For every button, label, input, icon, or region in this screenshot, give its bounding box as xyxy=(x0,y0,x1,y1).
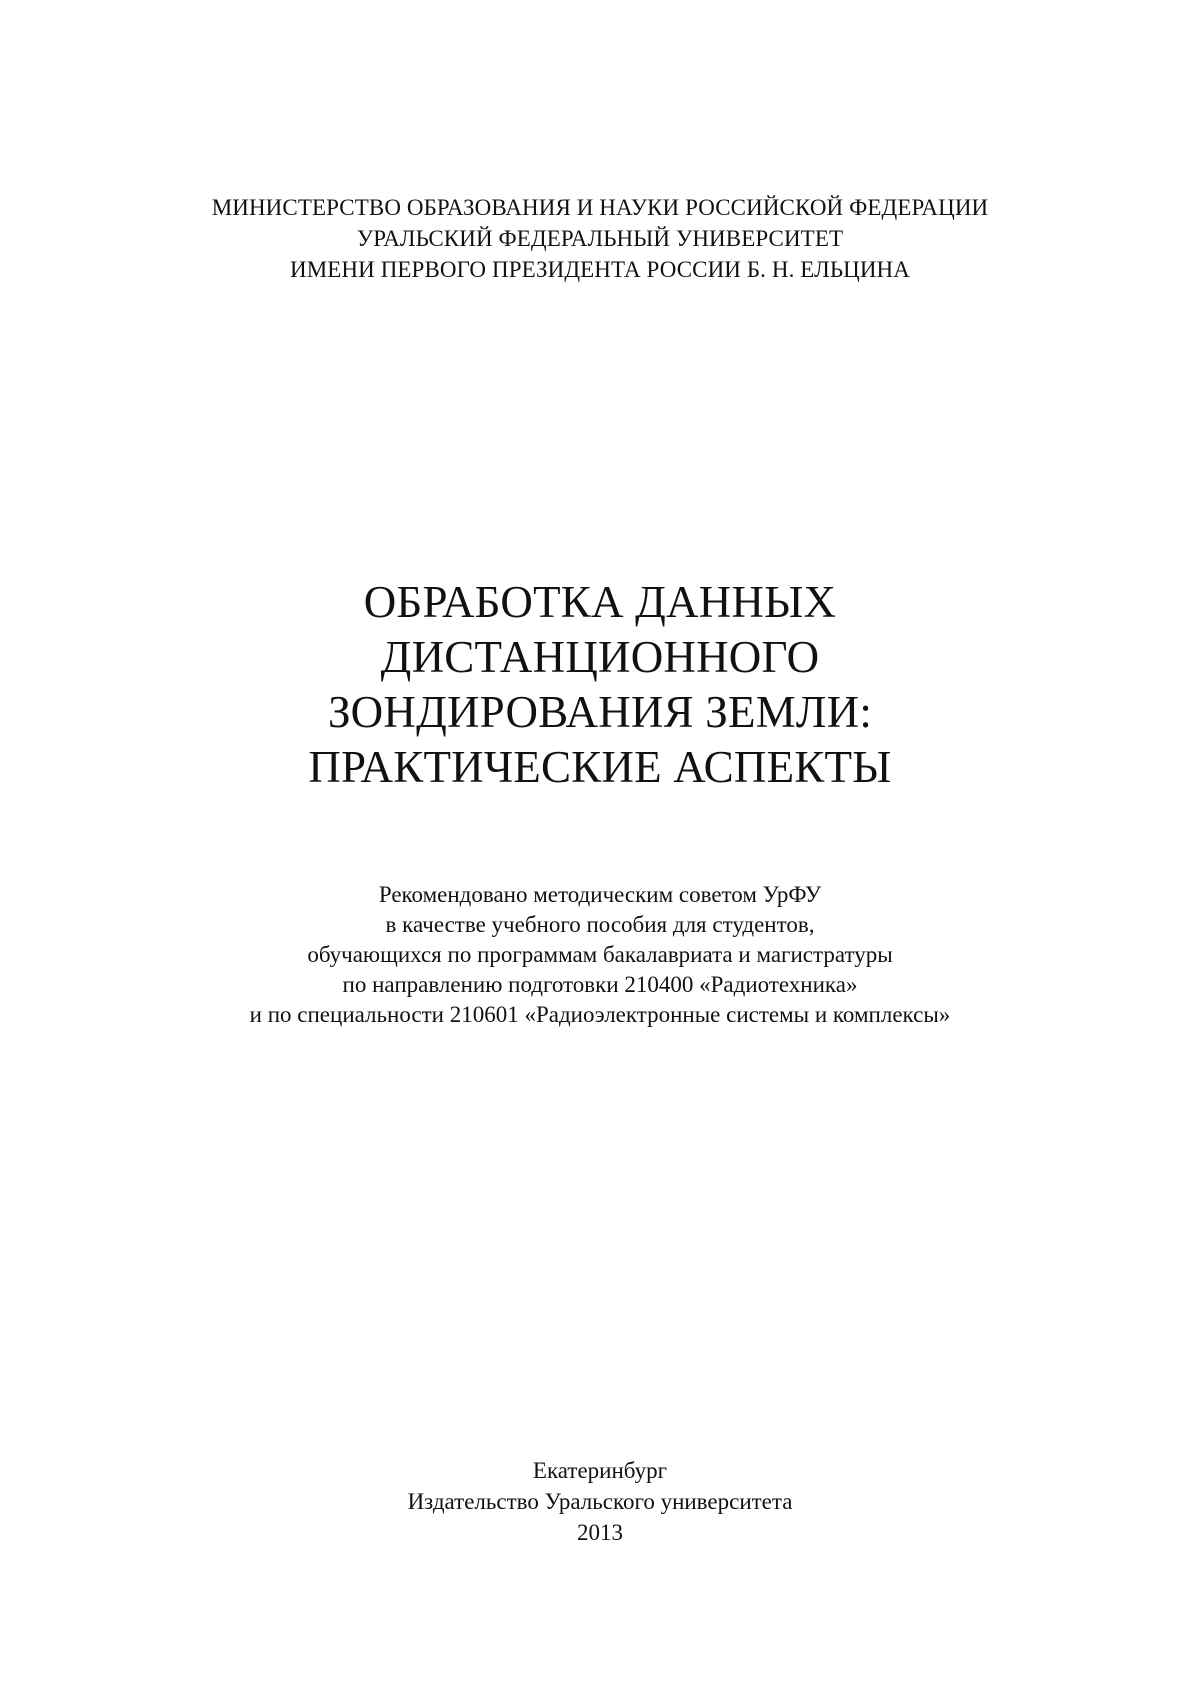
recommendation-line: по направлению подготовки 210400 «Радиотехника» xyxy=(342,972,858,997)
book-title-line: ЗОНДИРОВАНИЯ ЗЕМЛИ: xyxy=(327,687,873,737)
recommendation-line: в качестве учебного пособия для студентов, xyxy=(385,912,815,937)
book-title-line: ДИСТАНЦИОННОГО xyxy=(380,632,820,682)
recommendation-line: и по специальности 210601 «Радиоэлектронные системы и комплексы» xyxy=(249,1002,951,1027)
publisher-city: Екатеринбург xyxy=(532,1458,668,1483)
recommendation-statement xyxy=(0,880,1200,1030)
university-name: УРАЛЬСКИЙ ФЕДЕРАЛЬНЫЙ УНИВЕРСИТЕТ xyxy=(356,226,844,251)
publication-year: 2013 xyxy=(577,1520,623,1545)
institution-header xyxy=(0,192,1200,285)
book-title-line: ПРАКТИЧЕСКИЕ АСПЕКТЫ xyxy=(308,742,892,792)
book-title xyxy=(0,575,1200,795)
book-title-line: ОБРАБОТКА ДАННЫХ xyxy=(363,577,837,627)
recommendation-line: Рекомендовано методическим советом УрФУ xyxy=(378,882,822,907)
publisher-imprint xyxy=(0,1455,1200,1548)
recommendation-line: обучающихся по программам бакалавриата и магистратуры xyxy=(307,942,893,967)
ministry-name: МИНИСТЕРСТВО ОБРАЗОВАНИЯ И НАУКИ РОССИЙСКОЙ ФЕДЕРАЦИИ xyxy=(211,195,989,220)
publisher-name: Издательство Уральского университета xyxy=(407,1489,793,1514)
university-named-after: ИМЕНИ ПЕРВОГО ПРЕЗИДЕНТА РОССИИ Б. Н. ЕЛЬЦИНА xyxy=(290,257,910,282)
